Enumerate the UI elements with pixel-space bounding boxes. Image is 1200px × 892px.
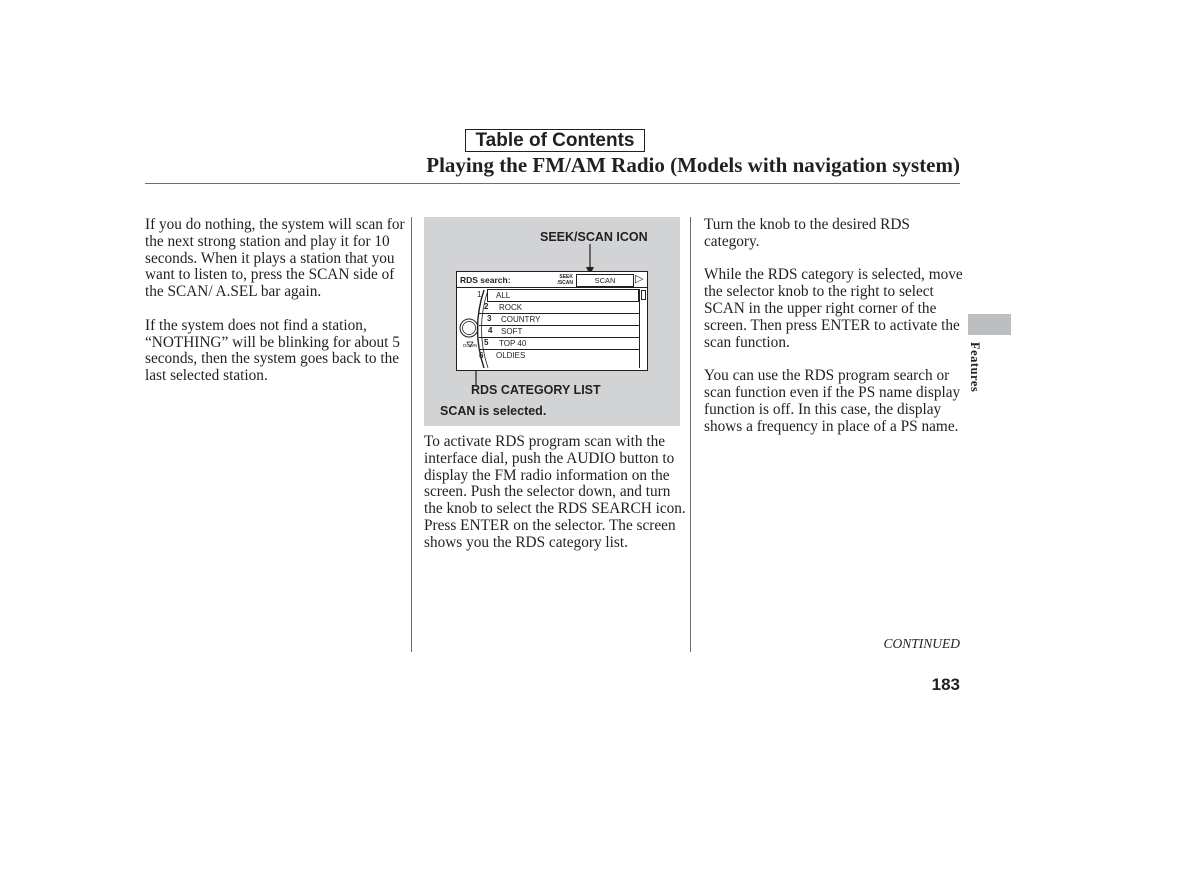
rds-search-label: RDS search: <box>460 275 511 285</box>
list-item-number: 3 <box>487 314 492 323</box>
figure-caption: SCAN is selected. <box>440 404 547 418</box>
right-paragraph-2: While the RDS category is selected, move the selector knob to the right to select SCAN in the upper right corner of the screen. Then press ENTER to activate the scan function. <box>704 266 963 351</box>
right-column <box>704 217 966 452</box>
list-item-number: 4 <box>488 326 493 335</box>
list-item[interactable] <box>479 302 639 314</box>
list-item[interactable] <box>479 350 639 361</box>
left-paragraph-2: If the system does not find a station, “NOTHING” will be blinking for about 5 seconds, then the system goes back to the last selected station. <box>145 316 400 385</box>
list-item-number: 1 <box>477 290 482 299</box>
list-item-label: OLDIES <box>496 351 526 360</box>
list-item[interactable] <box>479 290 639 301</box>
list-item-label: TOP 40 <box>499 339 527 348</box>
list-item-number: 6 <box>479 351 484 360</box>
right-paragraph-3: You can use the RDS program search or scan function even if the PS name display function is off. In this case, the display shows a frequency in place of a PS name. <box>704 367 961 435</box>
column-divider-left <box>411 217 412 652</box>
section-label-container <box>965 342 985 402</box>
scrollbar-thumb[interactable] <box>641 290 646 300</box>
list-item-label: COUNTRY <box>501 315 541 324</box>
list-item-label: ROCK <box>499 303 523 312</box>
rds-search-screen <box>456 271 648 371</box>
list-item-number: 5 <box>484 338 489 347</box>
continued-label: CONTINUED <box>883 636 960 651</box>
list-item-number: 2 <box>484 302 489 311</box>
middle-paragraph-1: To activate RDS program scan with the interface dial, push the AUDIO button to display the FM radio information on the screen. Push the selector down, and turn the knob to select the RDS SEARCH icon. Press ENTER on the selector. The screen shows you the RDS category list. <box>424 433 686 551</box>
right-paragraph-1: Turn the knob to the desired RDS category. <box>704 216 910 250</box>
section-tab <box>968 314 1011 335</box>
figure-label-category-list: RDS CATEGORY LIST <box>471 383 601 397</box>
column-divider-right <box>690 217 691 652</box>
left-paragraph-1: If you do nothing, the system will scan for the next strong station and play it for 10 seconds. When it plays a station that you want to listen to, press the SCAN side of the SCAN/ A.SEL bar again. <box>145 216 405 301</box>
page-title: Playing the FM/AM Radio (Models with navigation system) <box>426 153 960 177</box>
next-arrow-icon: ▷ <box>635 273 644 285</box>
down-label: DOWN <box>463 343 478 348</box>
page-number: 183 <box>931 675 960 694</box>
list-item[interactable] <box>479 338 639 350</box>
section-label: Features <box>968 342 982 393</box>
middle-column <box>424 434 686 568</box>
scrollbar[interactable] <box>639 289 645 368</box>
list-item-label: SOFT <box>501 327 523 336</box>
table-of-contents-link[interactable]: Table of Contents <box>465 129 645 152</box>
seek-label: SEEK <box>559 274 573 280</box>
scan-label: /SCAN <box>557 280 573 286</box>
header-rule <box>145 183 960 184</box>
list-item[interactable] <box>479 314 639 326</box>
list-item[interactable] <box>479 326 639 338</box>
list-item-label: ALL <box>496 291 511 300</box>
figure-label-seek-scan: SEEK/SCAN ICON <box>540 230 648 244</box>
left-column <box>145 217 407 402</box>
seek-scan-label <box>553 274 573 286</box>
scan-button[interactable]: SCAN <box>576 274 634 287</box>
